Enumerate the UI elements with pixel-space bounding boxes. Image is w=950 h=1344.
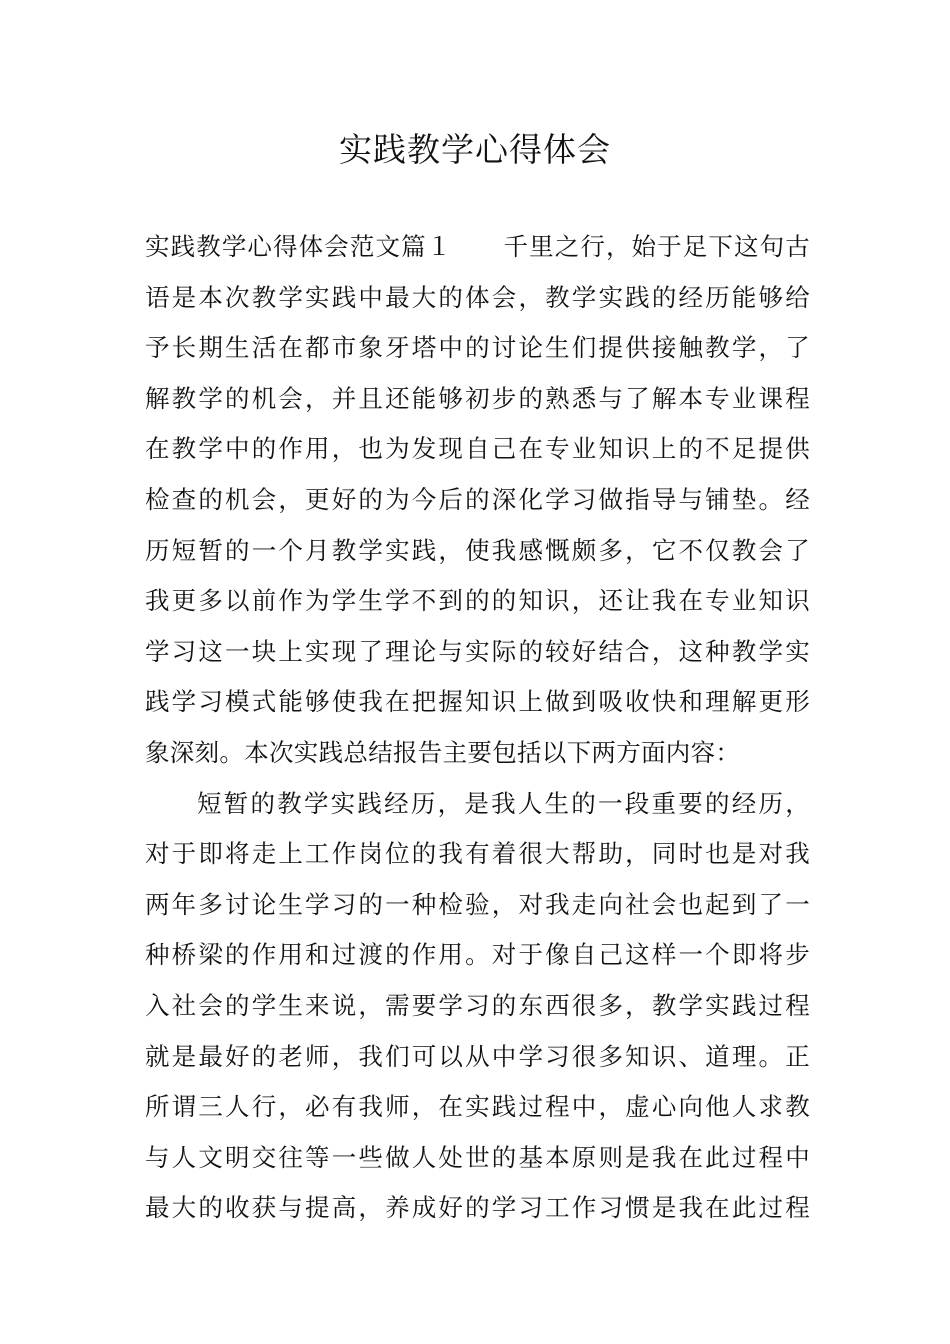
body-line: 语是本次教学实践中最大的体会，教学实践的经历能够给 bbox=[145, 282, 810, 312]
body-line: 我更多以前作为学生学不到的的知识，还让我在专业知识 bbox=[145, 586, 810, 616]
document-title: 实践教学心得体会 bbox=[339, 130, 611, 169]
body-line: 学习这一块上实现了理论与实际的较好结合，这种教学实 bbox=[145, 636, 810, 666]
body-line: 解教学的机会，并且还能够初步的熟悉与了解本专业课程 bbox=[145, 383, 810, 413]
body-line: 所谓三人行，必有我师，在实践过程中，虚心向他人求教 bbox=[145, 1092, 810, 1122]
body-line: 对于即将走上工作岗位的我有着很大帮助，同时也是对我 bbox=[145, 839, 810, 869]
body-line: 与人文明交往等一些做人处世的基本原则是我在此过程中 bbox=[145, 1142, 810, 1172]
body-line: 种桥梁的作用和过渡的作用。对于像自己这样一个即将步 bbox=[145, 940, 810, 970]
body-line: 就是最好的老师，我们可以从中学习很多知识、道理。正 bbox=[145, 1041, 810, 1071]
body-line: 检查的机会，更好的为今后的深化学习做指导与铺垫。经 bbox=[145, 484, 810, 514]
body-line: 两年多讨论生学习的一种检验，对我走向社会也起到了一 bbox=[145, 889, 810, 919]
body-line: 短暂的教学实践经历，是我人生的一段重要的经历， bbox=[197, 788, 810, 818]
body-line: 入社会的学生来说，需要学习的东西很多，教学实践过程 bbox=[145, 990, 810, 1020]
body-line: 践学习模式能够使我在把握知识上做到吸收快和理解更形 bbox=[145, 687, 810, 717]
body-line: 实践教学心得体会范文篇１ 千里之行，始于足下这句古 bbox=[145, 232, 810, 261]
document-body bbox=[145, 222, 810, 1234]
body-line: 予长期生活在都市象牙塔中的讨论生们提供接触教学，了 bbox=[145, 333, 810, 363]
body-line: 历短暂的一个月教学实践，使我感慨颇多，它不仅教会了 bbox=[145, 535, 810, 565]
body-line: 象深刻。本次实践总结报告主要包括以下两方面内容： bbox=[145, 737, 741, 767]
body-line: 在教学中的作用，也为发现自己在专业知识上的不足提供 bbox=[145, 434, 810, 464]
body-line: 最大的收获与提高，养成好的学习工作习惯是我在此过程 bbox=[145, 1193, 810, 1223]
